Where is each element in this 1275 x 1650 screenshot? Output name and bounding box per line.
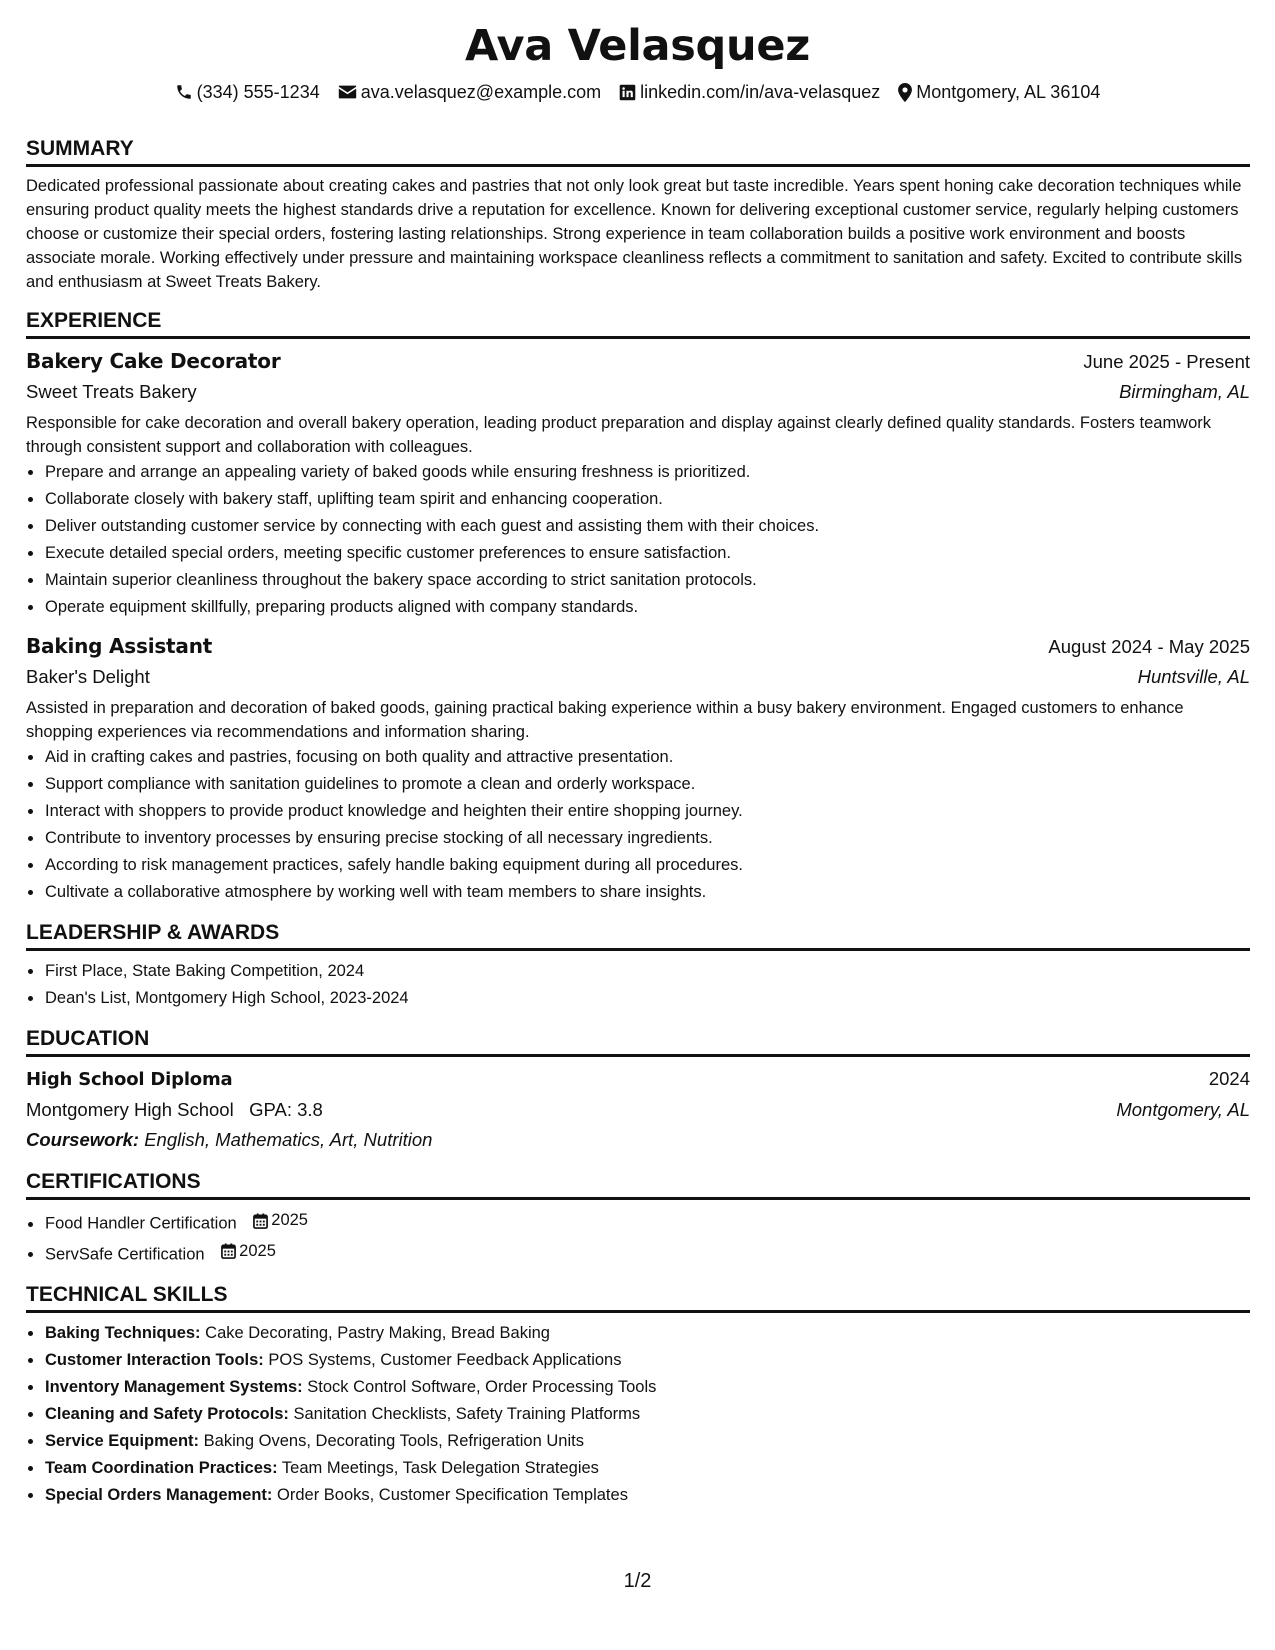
education-gpa: GPA: 3.8 [249, 1099, 323, 1120]
list-item: • Collaborate closely with bakery staff, uplifting team spirit and enhancing cooperation. [44, 486, 1250, 513]
skill-category: Inventory Management Systems: [45, 1378, 303, 1396]
job-title: Bakery Cake Decorator [26, 349, 281, 373]
job-dates: August 2024 - May 2025 [1048, 636, 1250, 657]
section-title-awards: LEADERSHIP & AWARDS [26, 920, 1250, 951]
section-title-summary: SUMMARY [26, 136, 1250, 167]
linkedin-link[interactable]: linkedin.com/in/ava-velasquez [640, 82, 881, 102]
skill-category: Baking Techniques: [45, 1324, 201, 1342]
education-subheader [26, 1095, 1250, 1125]
education-year: 2024 [1208, 1068, 1250, 1089]
certification-year: 2025 [271, 1211, 308, 1229]
certifications-section [26, 1169, 1250, 1268]
skills-section [26, 1282, 1250, 1509]
candidate-name: Ava Velasquez [465, 21, 810, 71]
phone-icon [175, 83, 193, 101]
resume-content [26, 136, 1250, 1523]
envelope-icon [338, 84, 357, 100]
list-item [44, 1401, 1250, 1428]
certification-name: ServSafe Certification [45, 1245, 205, 1263]
contact-bar [0, 79, 1275, 105]
email-link[interactable]: ava.velasquez@example.com [360, 82, 602, 102]
skill-category: Team Coordination Practices: [45, 1459, 278, 1477]
job-description: Assisted in preparation and decoration of baked goods, gaining practical baking experience within a busy bakery environment. Engaged customers to enhance shopping experiences via recommendations and information sharing. [26, 699, 1184, 741]
list-item: • Cultivate a collaborative atmosphere by working well with team members to share insights. [44, 879, 1250, 906]
summary-text: Dedicated professional passionate about creating cakes and pastries that not only look great but taste incredible. Years spent honing cake decoration techniques while ensuring product quality meets the highest standards drive a reputation for excellence. Known for delivering exceptional customer service, regularly helping customers choose or customize their special orders, fostering lasting relationships. Strong experience in team collaboration builds a positive work environment and boosts associate morale. Working effectively under pressure and maintaining workspace cleanliness reflects a commitment to sanitation and safety. Excited to contribute skills and enthusiasm at Sweet Treats Bakery. [26, 177, 1243, 291]
list-item: • Prepare and arrange an appealing variety of baked goods while ensuring freshness is prioritized. [44, 459, 1250, 486]
contact-linkedin[interactable] [619, 79, 880, 105]
list-item [44, 1482, 1250, 1509]
section-title-certifications: CERTIFICATIONS [26, 1169, 1250, 1200]
calendar-icon [253, 1213, 268, 1229]
job-entry [26, 631, 1250, 906]
skill-values: Team Meetings, Task Delegation Strategies [281, 1459, 599, 1477]
linkedin-icon [619, 84, 636, 101]
phone-text: (334) 555-1234 [196, 82, 320, 102]
list-item [44, 1455, 1250, 1482]
section-title-education: EDUCATION [26, 1026, 1250, 1057]
skill-category: Cleaning and Safety Protocols: [45, 1405, 289, 1423]
list-item [44, 1374, 1250, 1401]
job-location: Huntsville, AL [1137, 666, 1250, 687]
skill-values: Sanitation Checklists, Safety Training Platforms [293, 1405, 641, 1423]
contact-email[interactable] [338, 79, 601, 105]
awards-section [26, 920, 1250, 1012]
job-bullets [26, 744, 1250, 906]
job-company: Sweet Treats Bakery [26, 381, 197, 402]
education-school: Montgomery High School [26, 1099, 234, 1120]
list-item: • Deliver outstanding customer service by connecting with each guest and assisting them with their choices. [44, 513, 1250, 540]
job-subheader [26, 662, 1250, 692]
job-description: Responsible for cake decoration and overall bakery operation, leading product preparation and display against clearly defined quality standards. Fosters teamwork through consistent support and collaboration with colleagues. [26, 414, 1212, 456]
job-dates: June 2025 - Present [1083, 351, 1250, 372]
skill-values: Order Books, Customer Specification Templates [277, 1486, 628, 1504]
experience-section [26, 308, 1250, 906]
education-school-line [26, 1095, 323, 1125]
job-header [26, 346, 1250, 377]
list-item: • Contribute to inventory processes by ensuring precise stocking of all necessary ingredients. [44, 825, 1250, 852]
education-location: Montgomery, AL [1116, 1099, 1250, 1120]
skills-list [26, 1320, 1250, 1509]
job-header [26, 631, 1250, 662]
location-text: Montgomery, AL 36104 [916, 82, 1101, 102]
list-item [44, 1207, 1250, 1238]
skill-category: Customer Interaction Tools: [45, 1351, 264, 1369]
certification-name: Food Handler Certification [45, 1214, 237, 1233]
skill-values: POS Systems, Customer Feedback Applications [268, 1351, 622, 1369]
education-header [26, 1064, 1250, 1095]
list-item: • According to risk management practices, safely handle baking equipment during all procedures. [44, 852, 1250, 879]
list-item: • First Place, State Baking Competition, 2024 [44, 958, 1250, 985]
certification-date [253, 1207, 308, 1234]
list-item: • Interact with shoppers to provide product knowledge and heighten their entire shopping journey. [44, 798, 1250, 825]
coursework-list: English, Mathematics, Art, Nutrition [144, 1129, 433, 1150]
coursework-label: Coursework: [26, 1129, 140, 1150]
list-item [44, 1347, 1250, 1374]
contact-location [898, 79, 1100, 105]
education-degree: High School Diploma [26, 1069, 233, 1090]
job-subheader [26, 377, 1250, 407]
map-pin-icon [898, 83, 912, 102]
section-title-experience: EXPERIENCE [26, 308, 1250, 339]
job-bullets [26, 459, 1250, 621]
list-item: • Dean's List, Montgomery High School, 2023-2024 [44, 985, 1250, 1012]
certifications-list [26, 1207, 1250, 1268]
calendar-icon [221, 1243, 236, 1259]
list-item: • Maintain superior cleanliness throughout the bakery space according to strict sanitation protocols. [44, 567, 1250, 594]
list-item [44, 1428, 1250, 1455]
certification-year: 2025 [239, 1241, 276, 1260]
list-item: • Aid in crafting cakes and pastries, focusing on both quality and attractive presentation. [44, 744, 1250, 771]
education-coursework [26, 1125, 1250, 1155]
list-item: • Operate equipment skillfully, preparing products aligned with company standards. [44, 594, 1250, 621]
list-item [44, 1320, 1250, 1347]
skill-values: Baking Ovens, Decorating Tools, Refrigeration Units [203, 1432, 584, 1450]
certification-date [221, 1238, 276, 1265]
skill-category: Service Equipment: [45, 1432, 200, 1450]
contact-phone [175, 79, 320, 105]
list-item: • Support compliance with sanitation guidelines to promote a clean and orderly workspace. [44, 771, 1250, 798]
list-item: • Execute detailed special orders, meeting specific customer preferences to ensure satisfaction. [44, 540, 1250, 567]
job-title: Baking Assistant [26, 634, 213, 658]
list-item [44, 1238, 1250, 1269]
job-company: Baker's Delight [26, 666, 150, 687]
job-location: Birmingham, AL [1119, 381, 1250, 402]
skill-values: Cake Decorating, Pastry Making, Bread Baking [205, 1324, 550, 1342]
job-entry [26, 346, 1250, 621]
awards-list [26, 958, 1250, 1012]
education-section [26, 1026, 1250, 1155]
page-indicator: 1/2 [623, 1570, 652, 1592]
section-title-skills: TECHNICAL SKILLS [26, 1282, 1250, 1313]
skill-category: Special Orders Management: [45, 1486, 273, 1504]
skill-values: Stock Control Software, Order Processing Tools [307, 1378, 657, 1396]
summary-section [26, 136, 1250, 294]
